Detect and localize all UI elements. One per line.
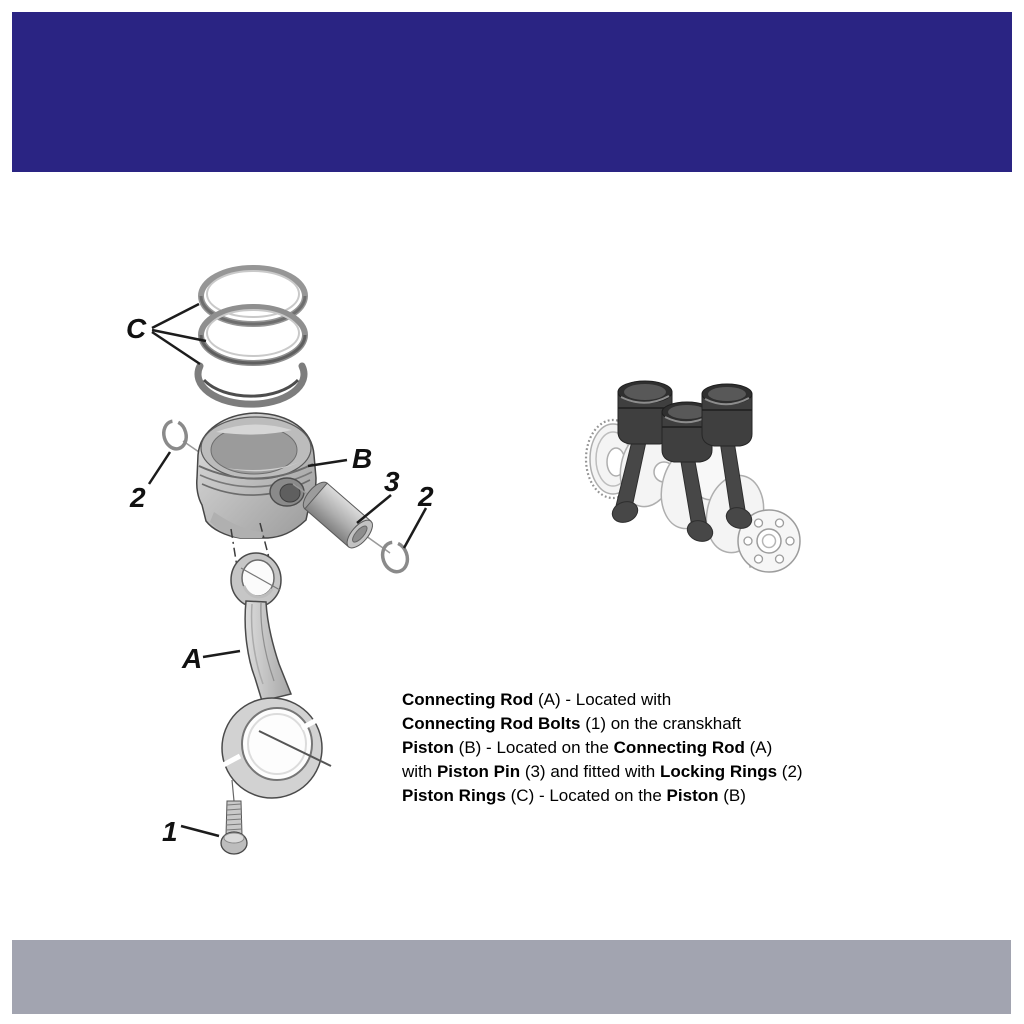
assembly-piston-3 — [702, 384, 752, 446]
caption-plain-text: (A) - Located with — [533, 690, 672, 709]
piston-rings-illustration — [198, 268, 305, 404]
rings-label-c: C — [126, 313, 147, 344]
lock-ring-left-label: 2 — [130, 482, 146, 513]
caption-plain-text: (1) on the cranskhaft — [580, 714, 742, 733]
caption-plain-text: (B) — [718, 786, 746, 805]
caption-part-name: Piston Rings — [402, 786, 506, 805]
caption-plain-text: (3) and fitted with — [520, 762, 660, 781]
connecting-rod-illustration — [214, 553, 331, 798]
caption-part-name: Piston — [402, 738, 454, 757]
caption-plain-text: (2) — [777, 762, 803, 781]
caption-text — [402, 688, 902, 808]
caption-part-name: Piston — [666, 786, 719, 805]
rod-label-a: A — [182, 643, 203, 674]
label-1-group — [162, 816, 219, 847]
rod-bolt-illustration — [221, 780, 247, 854]
label-2-right-group — [404, 481, 434, 548]
caption-line — [402, 712, 902, 736]
label-b-group — [308, 443, 372, 474]
caption-plain-text: (B) - Located on the — [453, 738, 614, 757]
lock-ring-right-label: 2 — [418, 481, 434, 512]
label-a-group — [181, 643, 240, 674]
bolt-label-1: 1 — [162, 816, 178, 847]
caption-plain-text: (A) — [744, 738, 773, 757]
caption-line — [402, 784, 902, 808]
label-c-group — [126, 304, 206, 364]
locking-ring-left — [161, 419, 189, 452]
label-2-left-group — [129, 452, 170, 513]
caption-part-name: Piston Pin — [436, 762, 521, 781]
caption-part-name: Connecting Rod — [402, 690, 534, 709]
caption-line — [402, 736, 902, 760]
caption-line — [402, 688, 902, 712]
caption-part-name: Connecting Rod Bolts — [402, 714, 581, 733]
piston-label-b: B — [352, 443, 373, 474]
piston-ring-middle — [201, 307, 305, 363]
caption-plain-text: (C) - Located on the — [505, 786, 667, 805]
pin-label-3: 3 — [384, 466, 400, 497]
caption-part-name: Locking Rings — [659, 762, 778, 781]
crankshaft-assembly-illustration — [586, 381, 800, 572]
piston-ring-bottom — [198, 366, 304, 404]
caption-line — [402, 760, 902, 784]
caption-part-name: Connecting Rod — [613, 738, 745, 757]
caption-plain-text: with — [402, 762, 437, 781]
piston-illustration — [197, 413, 316, 538]
